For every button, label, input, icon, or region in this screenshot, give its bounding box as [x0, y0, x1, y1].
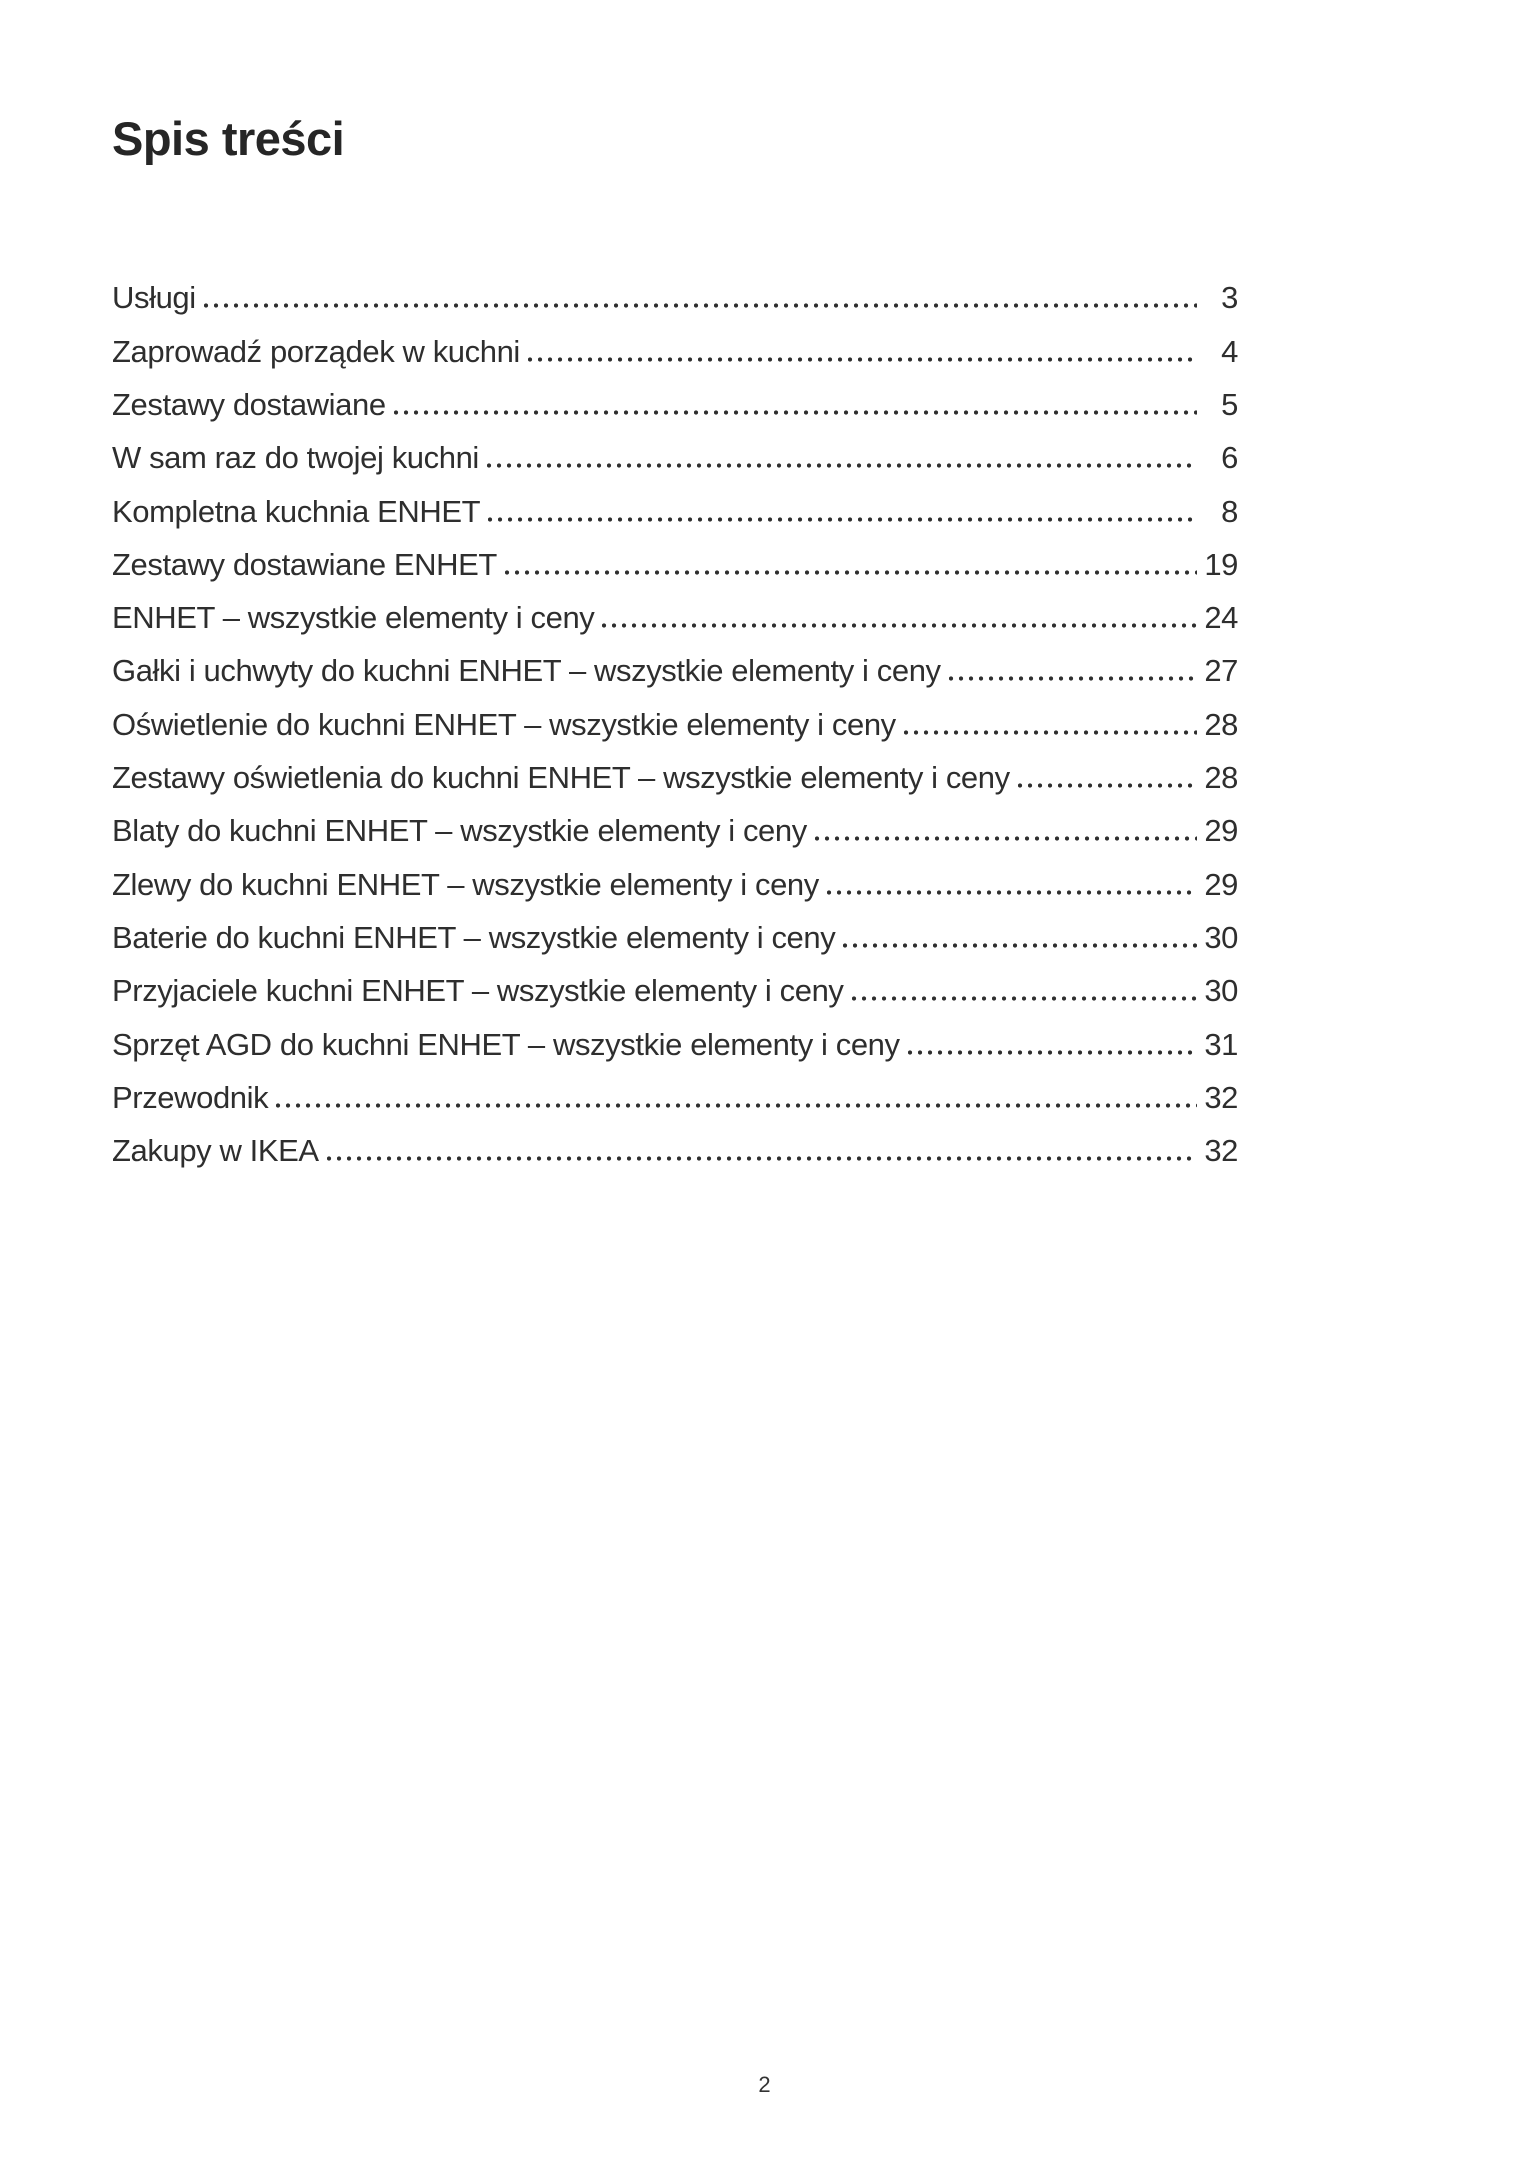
table-of-contents [112, 271, 1238, 1177]
toc-entry-page-number: 8 [1221, 493, 1238, 529]
footer-page-number: 2 [758, 2072, 771, 2097]
toc-entry-label: Zakupy w IKEA [112, 1133, 319, 1169]
toc-entry-label: Sprzęt AGD do kuchni ENHET – wszystkie elementy i ceny [112, 1026, 900, 1062]
toc-entry-page-number: 3 [1221, 280, 1238, 316]
toc-entry-page-number: 27 [1204, 653, 1238, 689]
toc-entry[interactable] [112, 698, 1238, 751]
toc-entry-label: Przyjaciele kuchni ENHET – wszystkie elementy i ceny [112, 973, 844, 1009]
toc-entry[interactable] [112, 325, 1238, 378]
toc-dot-leader [904, 730, 1197, 735]
toc-entry-label: Zestawy oświetlenia do kuchni ENHET – wszystkie elementy i ceny [112, 760, 1010, 796]
toc-entry-label: Zestawy dostawiane ENHET [112, 546, 497, 582]
toc-entry-label: Gałki i uchwyty do kuchni ENHET – wszystkie elementy i ceny [112, 653, 941, 689]
toc-entry[interactable] [112, 485, 1238, 538]
toc-entry[interactable] [112, 751, 1238, 804]
toc-entry[interactable] [112, 1071, 1238, 1124]
toc-entry-page-number: 28 [1204, 706, 1238, 742]
toc-entry-page-number: 30 [1204, 973, 1238, 1009]
toc-entry[interactable] [112, 911, 1238, 964]
toc-dot-leader [487, 463, 1197, 468]
toc-entry-page-number: 19 [1204, 546, 1238, 582]
toc-entry-label: Oświetlenie do kuchni ENHET – wszystkie elementy i ceny [112, 706, 896, 742]
toc-entry-page-number: 30 [1204, 919, 1238, 955]
toc-entry[interactable] [112, 271, 1238, 324]
toc-dot-leader [949, 676, 1197, 681]
toc-dot-leader [276, 1103, 1197, 1108]
toc-dot-leader [827, 890, 1197, 895]
toc-entry-label: Usługi [112, 280, 196, 316]
toc-dot-leader [815, 836, 1197, 841]
toc-dot-leader [843, 943, 1197, 948]
toc-dot-leader [394, 410, 1197, 415]
toc-dot-leader [908, 1050, 1197, 1055]
toc-entry[interactable] [112, 804, 1238, 857]
toc-entry-label: W sam raz do twojej kuchni [112, 440, 479, 476]
toc-dot-leader [488, 517, 1197, 522]
toc-dot-leader [852, 996, 1197, 1001]
toc-entry-page-number: 32 [1204, 1133, 1238, 1169]
toc-dot-leader [204, 303, 1197, 308]
toc-entry[interactable] [112, 1018, 1238, 1071]
toc-entry-label: Zlewy do kuchni ENHET – wszystkie elementy i ceny [112, 866, 819, 902]
toc-entry[interactable] [112, 538, 1238, 591]
toc-entry-page-number: 28 [1204, 760, 1238, 796]
toc-entry-label: Kompletna kuchnia ENHET [112, 493, 481, 529]
toc-entry-label: ENHET – wszystkie elementy i ceny [112, 600, 595, 636]
toc-entry-page-number: 32 [1204, 1079, 1238, 1115]
toc-entry-label: Przewodnik [112, 1079, 269, 1115]
toc-entry-page-number: 4 [1221, 333, 1238, 369]
toc-dot-leader [602, 623, 1197, 628]
toc-entry-page-number: 5 [1221, 386, 1238, 422]
toc-entry[interactable] [112, 964, 1238, 1017]
page-title: Spis treści [112, 112, 345, 165]
toc-entry-label: Baterie do kuchni ENHET – wszystkie elementy i ceny [112, 919, 836, 955]
toc-dot-leader [1018, 783, 1197, 788]
toc-entry[interactable] [112, 858, 1238, 911]
toc-entry-page-number: 31 [1204, 1026, 1238, 1062]
toc-entry-page-number: 29 [1204, 813, 1238, 849]
toc-entry[interactable] [112, 1124, 1238, 1177]
toc-entry-label: Zestawy dostawiane [112, 386, 386, 422]
toc-entry-page-number: 6 [1221, 440, 1238, 476]
toc-entry[interactable] [112, 378, 1238, 431]
toc-entry[interactable] [112, 431, 1238, 484]
toc-entry[interactable] [112, 591, 1238, 644]
toc-entry-page-number: 29 [1204, 866, 1238, 902]
toc-entry-label: Blaty do kuchni ENHET – wszystkie elementy i ceny [112, 813, 807, 849]
document-page [112, 0, 1238, 1177]
toc-dot-leader [505, 570, 1197, 575]
toc-dot-leader [528, 357, 1197, 362]
toc-entry-label: Zaprowadź porządek w kuchni [112, 333, 520, 369]
toc-dot-leader [327, 1156, 1197, 1161]
toc-entry-page-number: 24 [1204, 600, 1238, 636]
toc-entry[interactable] [112, 644, 1238, 697]
